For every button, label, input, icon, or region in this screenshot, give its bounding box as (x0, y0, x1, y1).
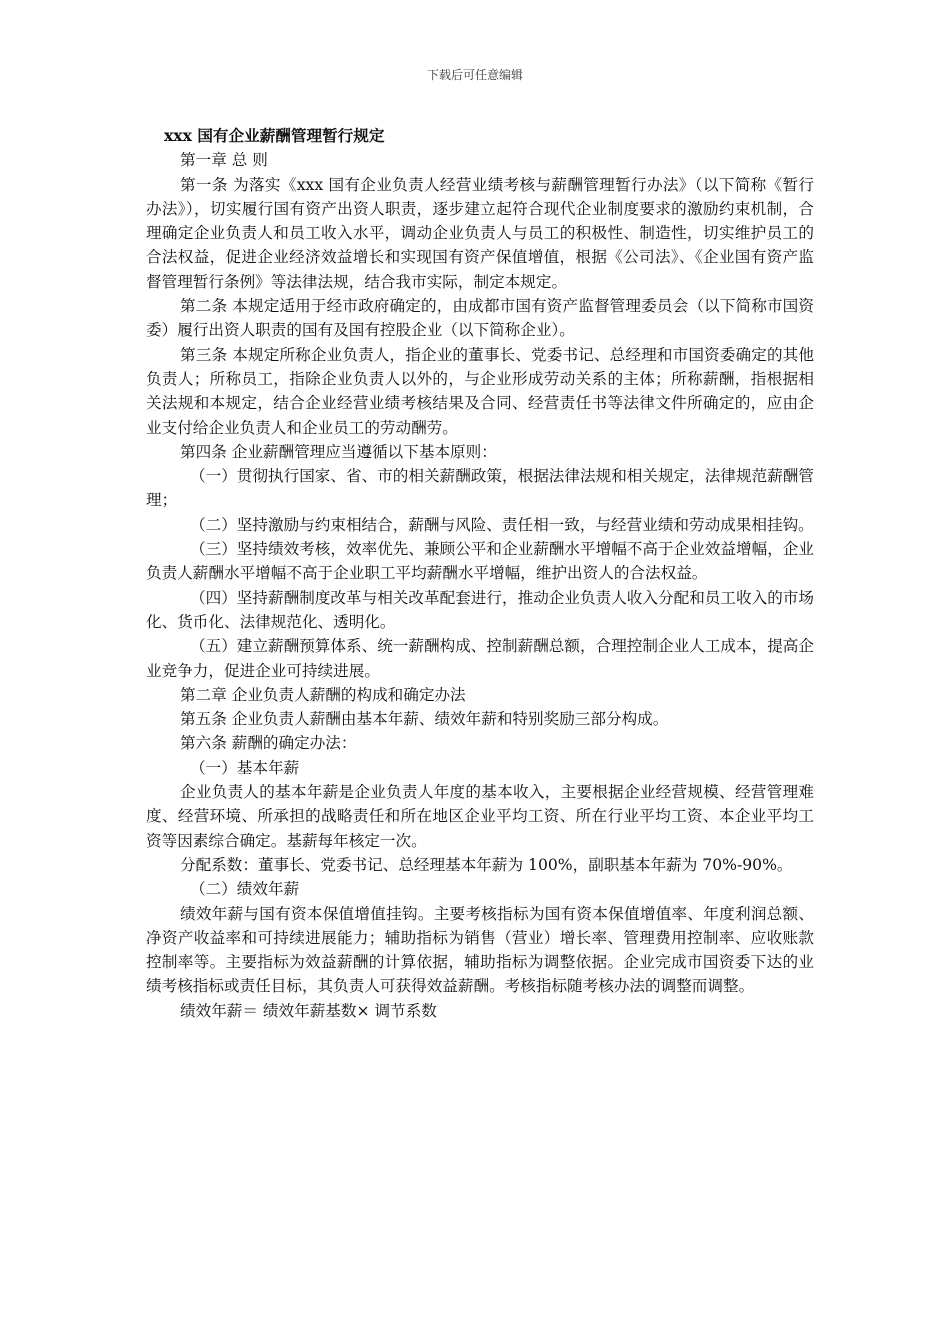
page-header-note: 下载后可任意编辑 (426, 68, 523, 82)
section-subheading: （一）基本年薪 (190, 758, 300, 777)
document-title: xxx 国有企业薪酬管理暂行规定 (164, 126, 385, 145)
principle-item: （四）坚持薪酬制度改革与相关改革配套进行，推动企业负责人收入分配和员工收入的市场化、货币化、法律规范化、透明化。 (146, 588, 814, 631)
article-paragraph: 第六条 薪酬的确定办法： (180, 734, 357, 753)
principle-item: （一）贯彻执行国家、省、市的相关薪酬政策，根据法律法规和相关规定，法律规范薪酬管理； (146, 467, 814, 510)
formula-line: 绩效年薪＝ 绩效年薪基数× 调节系数 (180, 1001, 437, 1020)
principle-item: （三）坚持绩效考核，效率优先、兼顾公平和企业薪酬水平增幅不高于企业效益增幅，企业负责人薪酬水平增幅不高于企业职工平均薪酬水平增幅，维护出资人的合法权益。 (146, 540, 814, 583)
principle-item: （五）建立薪酬预算体系、统一薪酬构成、控制薪酬总额，合理控制企业人工成本，提高企业竞争力，促进企业可持续进展。 (146, 637, 814, 680)
article-paragraph: 第五条 企业负责人薪酬由基本年薪、绩效年薪和特别奖励三部分构成。 (180, 710, 669, 729)
article-paragraph: 第一条 为落实《xxx 国有企业负责人经营业绩考核与薪酬管理暂行办法》（以下简称《暂行办法》），切实履行国有资产出资人职责，逐步建立起符合现代企业制度要求的激励约束机制，合理确定企业负责人和员工收入水平，调动企业负责人与员工的积极性、制造性，切实维护员工的合法权益，促进企业经济效益增长和实现国有资产保值增值，根据《公司法》、《企业国有资产监督管理暂行条例》等法律法规，结合我市实际，制定本规定。 (146, 175, 814, 291)
article-paragraph: 第四条 企业薪酬管理应当遵循以下基本原则： (180, 442, 497, 461)
principle-item: （二）坚持激励与约束相结合，薪酬与风险、责任相一致，与经营业绩和劳动成果相挂钩。 (190, 515, 814, 534)
body-paragraph: 企业负责人的基本年薪是企业负责人年度的基本收入，主要根据企业经营规模、经营管理难度、经营环境、所承担的战略责任和所在地区企业平均工资、所在行业平均工资、本企业平均工资等因素综合确定。基薪每年核定一次。 (146, 783, 814, 850)
article-paragraph: 第二条 本规定适用于经市政府确定的，由成都市国有资产监督管理委员会（以下简称市国资委）履行出资人职责的国有及国有控股企业（以下简称企业）。 (146, 297, 814, 340)
body-paragraph: 绩效年薪与国有资本保值增值挂钩。主要考核指标为国有资本保值增值率、年度利润总额、净资产收益率和可持续进展能力；辅助指标为销售（营业）增长率、管理费用控制率、应收账款控制率等。主要指标为效益薪酬的计算依据，辅助指标为调整依据。企业完成市国资委下达的业绩考核指标或责任目标，其负责人可获得效益薪酬。考核指标随考核办法的调整而调整。 (146, 904, 814, 996)
article-paragraph: 第三条 本规定所称企业负责人，指企业的董事长、党委书记、总经理和市国资委确定的其他负责人；所称员工，指除企业负责人以外的，与企业形成劳动关系的主体；所称薪酬，指根据相关法规和本规定，结合企业经营业绩考核结果及合同、经营责任书等法律文件所确定的，应由企业支付给企业负责人和企业员工的劳动酬劳。 (146, 345, 814, 437)
chapter-heading: 第二章 企业负责人薪酬的构成和确定办法 (180, 685, 466, 704)
chapter-heading: 第一章 总 则 (180, 151, 268, 170)
section-subheading: （二）绩效年薪 (190, 880, 300, 899)
document-body (146, 124, 814, 1023)
body-paragraph: 分配系数：董事长、党委书记、总经理基本年薪为 100%，副职基本年薪为 70%-90%。 (180, 855, 793, 874)
